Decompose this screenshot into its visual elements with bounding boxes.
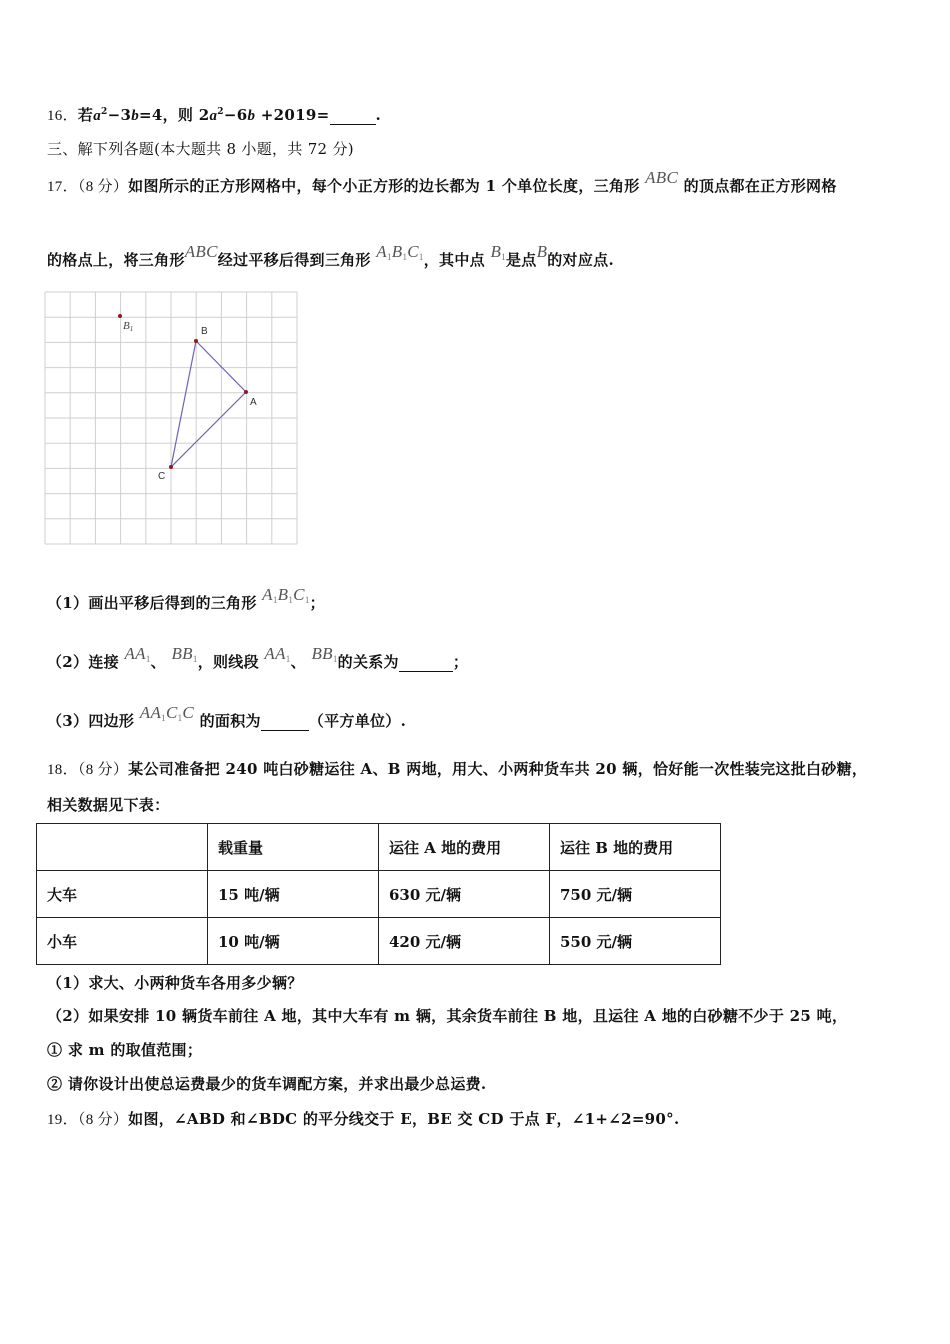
question-number: 17．（8 分） [47,179,129,195]
point-b [194,339,198,343]
math-aa1c1c: $AA_1C_1C$ [139,703,195,723]
math-a1b1c1: $A_1B_1C_1$ [262,585,310,605]
table-cell: 大车 [37,871,208,918]
question-17-line2: 的格点上，将三角形ABC经过平移后得到三角形 $A_1B_1C_1$，其中点 $B_1$是点B的对应点. [47,242,614,269]
question-18-part2-ii: ② 请你设计出使总运费最少的货车调配方案，并求出最少总运费. [47,1075,487,1093]
math-bb1: $BB_1$ [171,644,198,664]
data-table [36,823,721,965]
label-c: C [158,471,166,482]
section-heading: 三、解下列各题(本大题共 8 小题，共 72 分) [47,140,354,158]
table-cell: 运往 B 地的费用 [550,824,721,871]
table-cell: 运往 A 地的费用 [379,824,550,871]
table-cell [37,824,208,871]
grid-figure [44,291,300,547]
point-a [244,390,248,394]
answer-blank [261,712,309,731]
question-18-line2: 相关数据见下表： [47,796,170,814]
question-17-part3: （3）四边形 $AA_1C_1C$ 的面积为 （平方单位）. [47,703,407,730]
answer-blank [330,106,376,125]
point-b1 [118,314,122,318]
question-17-part2: （2）连接 $AA_1$、 $BB_1$，则线段 $AA_1$、 $BB_1$的关系为 ； [47,644,469,671]
table-cell: 750 元/辆 [550,871,721,918]
question-16: 16．若$a^2-3b=4$，则 $2a^2-6b +2019=$ . [47,106,382,124]
math-aa1: $AA_1$ [124,644,151,664]
label-a: A [250,397,257,408]
question-number: 16． [47,108,78,124]
math-abc: ABC [645,168,679,187]
question-number: 19．（8 分） [47,1112,129,1128]
triangle-abc [171,341,246,467]
math-a1b1c1: $A_1B_1C_1$ [376,242,424,262]
label-b: B [201,326,208,337]
table-cell: 10 吨/辆 [208,918,379,965]
question-number: 18．（8 分） [47,762,129,778]
question-17-line1: 17．（8 分）如图所示的正方形网格中，每个小正方形的边长都为 1 个单位长度，三角形 ABC 的顶点都在正方形网格 [47,168,837,195]
point-c [169,465,173,469]
math-bb1: $BB_1$ [311,644,338,664]
grid-lines [45,292,297,544]
table-header-row [37,824,721,871]
question-17-part1: （1）画出平移后得到的三角形 $A_1B_1C_1$； [47,585,325,612]
question-18-line1: 18．（8 分）某公司准备把 240 吨白砂糖运往 A、B 两地，用大、小两种货车共 20 辆，恰好能一次性装完这批白砂糖， [47,760,868,778]
table-cell: 15 吨/辆 [208,871,379,918]
math-b: B [536,242,548,261]
table-row [37,871,721,918]
math-aa1: $AA_1$ [264,644,291,664]
table-cell: 550 元/辆 [550,918,721,965]
table-cell: 420 元/辆 [379,918,550,965]
table-cell: 630 元/辆 [379,871,550,918]
math-abc: ABC [184,242,218,261]
question-18-part1: （1）求大、小两种货车各用多少辆？ [47,974,303,992]
question-18-part2: （2）如果安排 10 辆货车前往 A 地，其中大车有 m 辆，其余货车前往 B 地，且运往 A 地的白砂糖不少于 25 吨， [47,1007,848,1025]
table-cell: 小车 [37,918,208,965]
table-cell: 载重量 [208,824,379,871]
question-19: 19．（8 分）如图，∠ABD 和∠BDC 的平分线交于 E，BE 交 CD 于点 F，∠1+∠2=90°. [47,1110,680,1128]
math-b1: $B_1$ [490,242,506,262]
answer-blank [399,653,453,672]
label-b1: B1 [123,320,134,333]
question-18-part2-i: ① 求 m 的取值范围； [47,1041,203,1059]
table-row [37,918,721,965]
